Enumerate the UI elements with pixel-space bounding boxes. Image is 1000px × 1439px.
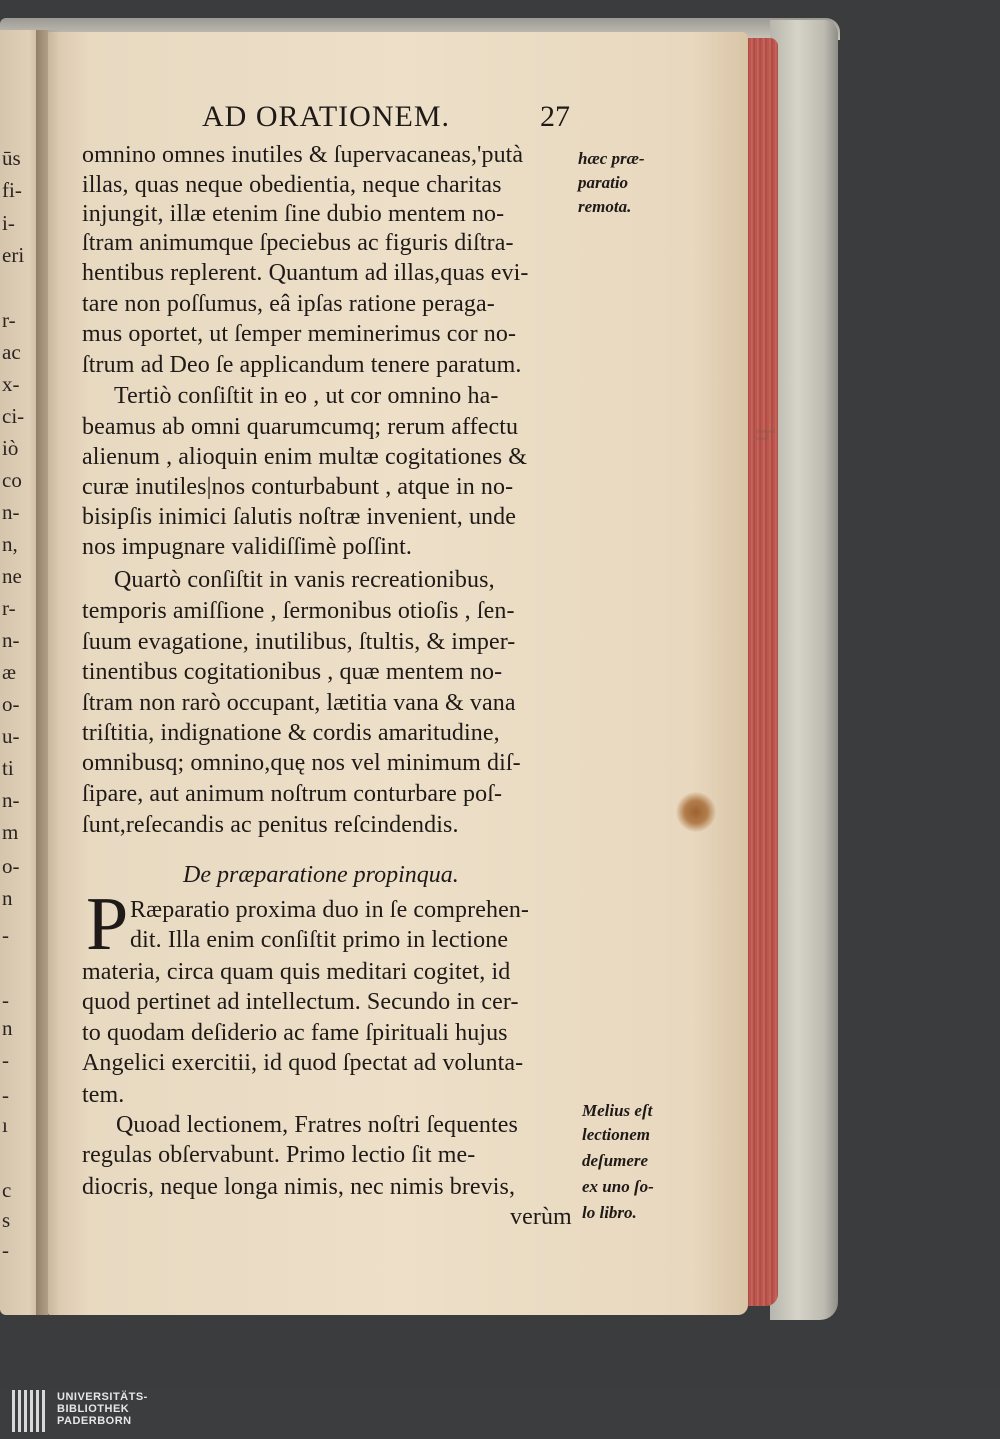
text-line: tem. bbox=[82, 1082, 125, 1108]
text-line: quod pertinet ad intellectum. Secundo in cer- bbox=[82, 989, 519, 1015]
text-line: lo libro. bbox=[582, 1203, 637, 1222]
text-line: regulas obſervabunt. Primo lectio ſit me- bbox=[82, 1142, 476, 1168]
text-line: ſtram non rarò occupant, lætitia vana & vana bbox=[82, 690, 516, 716]
text-line: Angelici exercitii, id quod ſpectat ad volunta- bbox=[82, 1050, 524, 1076]
fragment: r- bbox=[2, 308, 16, 332]
text-line: curæ inutiles|nos conturbabunt , atque in no- bbox=[82, 474, 514, 500]
text-line: illas, quas neque obedientia, neque charitas bbox=[82, 172, 502, 198]
text-line: Tertiò conſiſtit in eo , ut cor omnino ha- bbox=[114, 383, 499, 409]
fragment: o- bbox=[2, 854, 20, 878]
text-line: ſtrum ad Deo ſe applicandum tenere paratum. bbox=[82, 352, 522, 378]
text-line: ſunt,reſecandis ac penitus reſcindendis. bbox=[82, 812, 459, 838]
text-line: remota. bbox=[578, 197, 632, 216]
fragment: - bbox=[2, 1048, 9, 1072]
fragment: n- bbox=[2, 788, 20, 812]
fragment: - bbox=[2, 1238, 9, 1262]
text-line: dit. Illa enim conſiſtit primo in lectione bbox=[130, 927, 509, 953]
fragment: s bbox=[2, 1208, 11, 1232]
fragment: ne bbox=[2, 564, 22, 588]
text-line: mus oportet, ut ſemper meminerimus cor no- bbox=[82, 321, 517, 347]
fragment: ti bbox=[2, 756, 14, 780]
text-line: bisipſis inimici ſalutis noſtræ invenient, unde bbox=[82, 504, 517, 530]
foxing-stain bbox=[676, 792, 716, 832]
page-gutter-shadow bbox=[36, 30, 60, 1315]
logo-line-2: BIBLIOTHEK bbox=[57, 1403, 130, 1415]
fragment: fi- bbox=[2, 178, 22, 202]
fragment: - bbox=[2, 923, 9, 947]
text-line: ſtram animumque ſpeciebus ac figuris diſtra- bbox=[82, 230, 514, 256]
text-line: nos impugnare validiſſimè poſſint. bbox=[82, 534, 413, 560]
text-line: verùm bbox=[510, 1204, 572, 1230]
text-line: materia, circa quam quis meditari cogitet, id bbox=[82, 959, 511, 985]
text-line: hentibus replerent. Quantum ad illas,quas evi- bbox=[82, 260, 529, 286]
text-line: ſuum evagatione, inutilibus, ſtultis, & imper- bbox=[82, 629, 516, 655]
fragment: r- bbox=[2, 596, 16, 620]
page-number: 27 bbox=[540, 100, 570, 133]
fragment: n, bbox=[2, 532, 18, 556]
fragment: co bbox=[2, 468, 22, 492]
fragment: o- bbox=[2, 692, 20, 716]
fragment: eri bbox=[2, 243, 25, 267]
text-line: Quartò conſiſtit in vanis recreationibus, bbox=[114, 567, 495, 593]
text-line: temporis amiſſione , ſermonibus otioſis , ſen- bbox=[82, 598, 515, 624]
fragment: x- bbox=[2, 372, 20, 396]
fragment: - bbox=[2, 988, 9, 1012]
text-line: omnino omnes inutiles & ſupervacaneas,'putà bbox=[82, 142, 524, 168]
text-line: Melius eſt bbox=[582, 1101, 653, 1120]
text-line: lectionem bbox=[582, 1125, 650, 1144]
fragment: ūs bbox=[2, 146, 21, 170]
fragment: c bbox=[2, 1178, 12, 1202]
library-logo-icon bbox=[12, 1390, 52, 1436]
fragment: ci- bbox=[2, 404, 25, 428]
fragment: iò bbox=[2, 436, 19, 460]
text-line: injungit, illæ etenim ſine dubio mentem no- bbox=[82, 201, 505, 227]
fragment: m bbox=[2, 820, 19, 844]
logo-line-1: UNIVERSITÄTS- bbox=[57, 1391, 148, 1403]
text-line: to quodam deſiderio ac fame ſpirituali hujus bbox=[82, 1020, 508, 1046]
section-heading: De præparatione propinqua. bbox=[183, 862, 459, 888]
text-line: Ræparatio proxima duo in ſe comprehen- bbox=[130, 897, 530, 923]
text-line: alienum , alioquin enim multæ cogitationes & bbox=[82, 444, 528, 470]
fragment: n- bbox=[2, 628, 20, 652]
fragment: æ bbox=[2, 660, 17, 684]
text-line: tare non poſſumus, eâ ipſas ratione peraga- bbox=[82, 291, 495, 317]
fragment: ı bbox=[2, 1113, 8, 1137]
text-line: triſtitia, indignatione & cordis amaritudine, bbox=[82, 720, 500, 746]
book-cover bbox=[770, 20, 838, 1320]
library-footer-bar bbox=[0, 1390, 1000, 1439]
fragment: u- bbox=[2, 724, 20, 748]
text-line: deſumere bbox=[582, 1151, 649, 1170]
running-title: AD ORATIONEM. bbox=[202, 100, 450, 133]
show-through-mark: ħ bbox=[750, 428, 780, 442]
text-line: hæc præ- bbox=[578, 149, 645, 168]
drop-cap: P bbox=[86, 882, 129, 966]
text-line: diocris, neque longa nimis, nec nimis brevis, bbox=[82, 1174, 516, 1200]
fragment: n- bbox=[2, 500, 20, 524]
text-line: paratio bbox=[578, 173, 629, 192]
text-line: Quoad lectionem, Fratres noſtri ſequentes bbox=[116, 1112, 518, 1138]
text-line: beamus ab omni quarumcumq; rerum affectu bbox=[82, 414, 519, 440]
fragment: i- bbox=[2, 211, 15, 235]
fragment: ac bbox=[2, 340, 21, 364]
text-line: ex uno ſo- bbox=[582, 1177, 654, 1196]
logo-line-3: PADERBORN bbox=[57, 1415, 132, 1427]
text-line: tinentibus cogitationibus , quæ mentem no- bbox=[82, 659, 503, 685]
fragment: n bbox=[2, 1016, 13, 1040]
text-line: ſipare, aut animum noſtrum conturbare poſ- bbox=[82, 781, 503, 807]
fragment: - bbox=[2, 1083, 9, 1107]
text-line: omnibusq; omnino,quę nos vel minimum diſ- bbox=[82, 750, 521, 776]
fragment: n bbox=[2, 886, 13, 910]
